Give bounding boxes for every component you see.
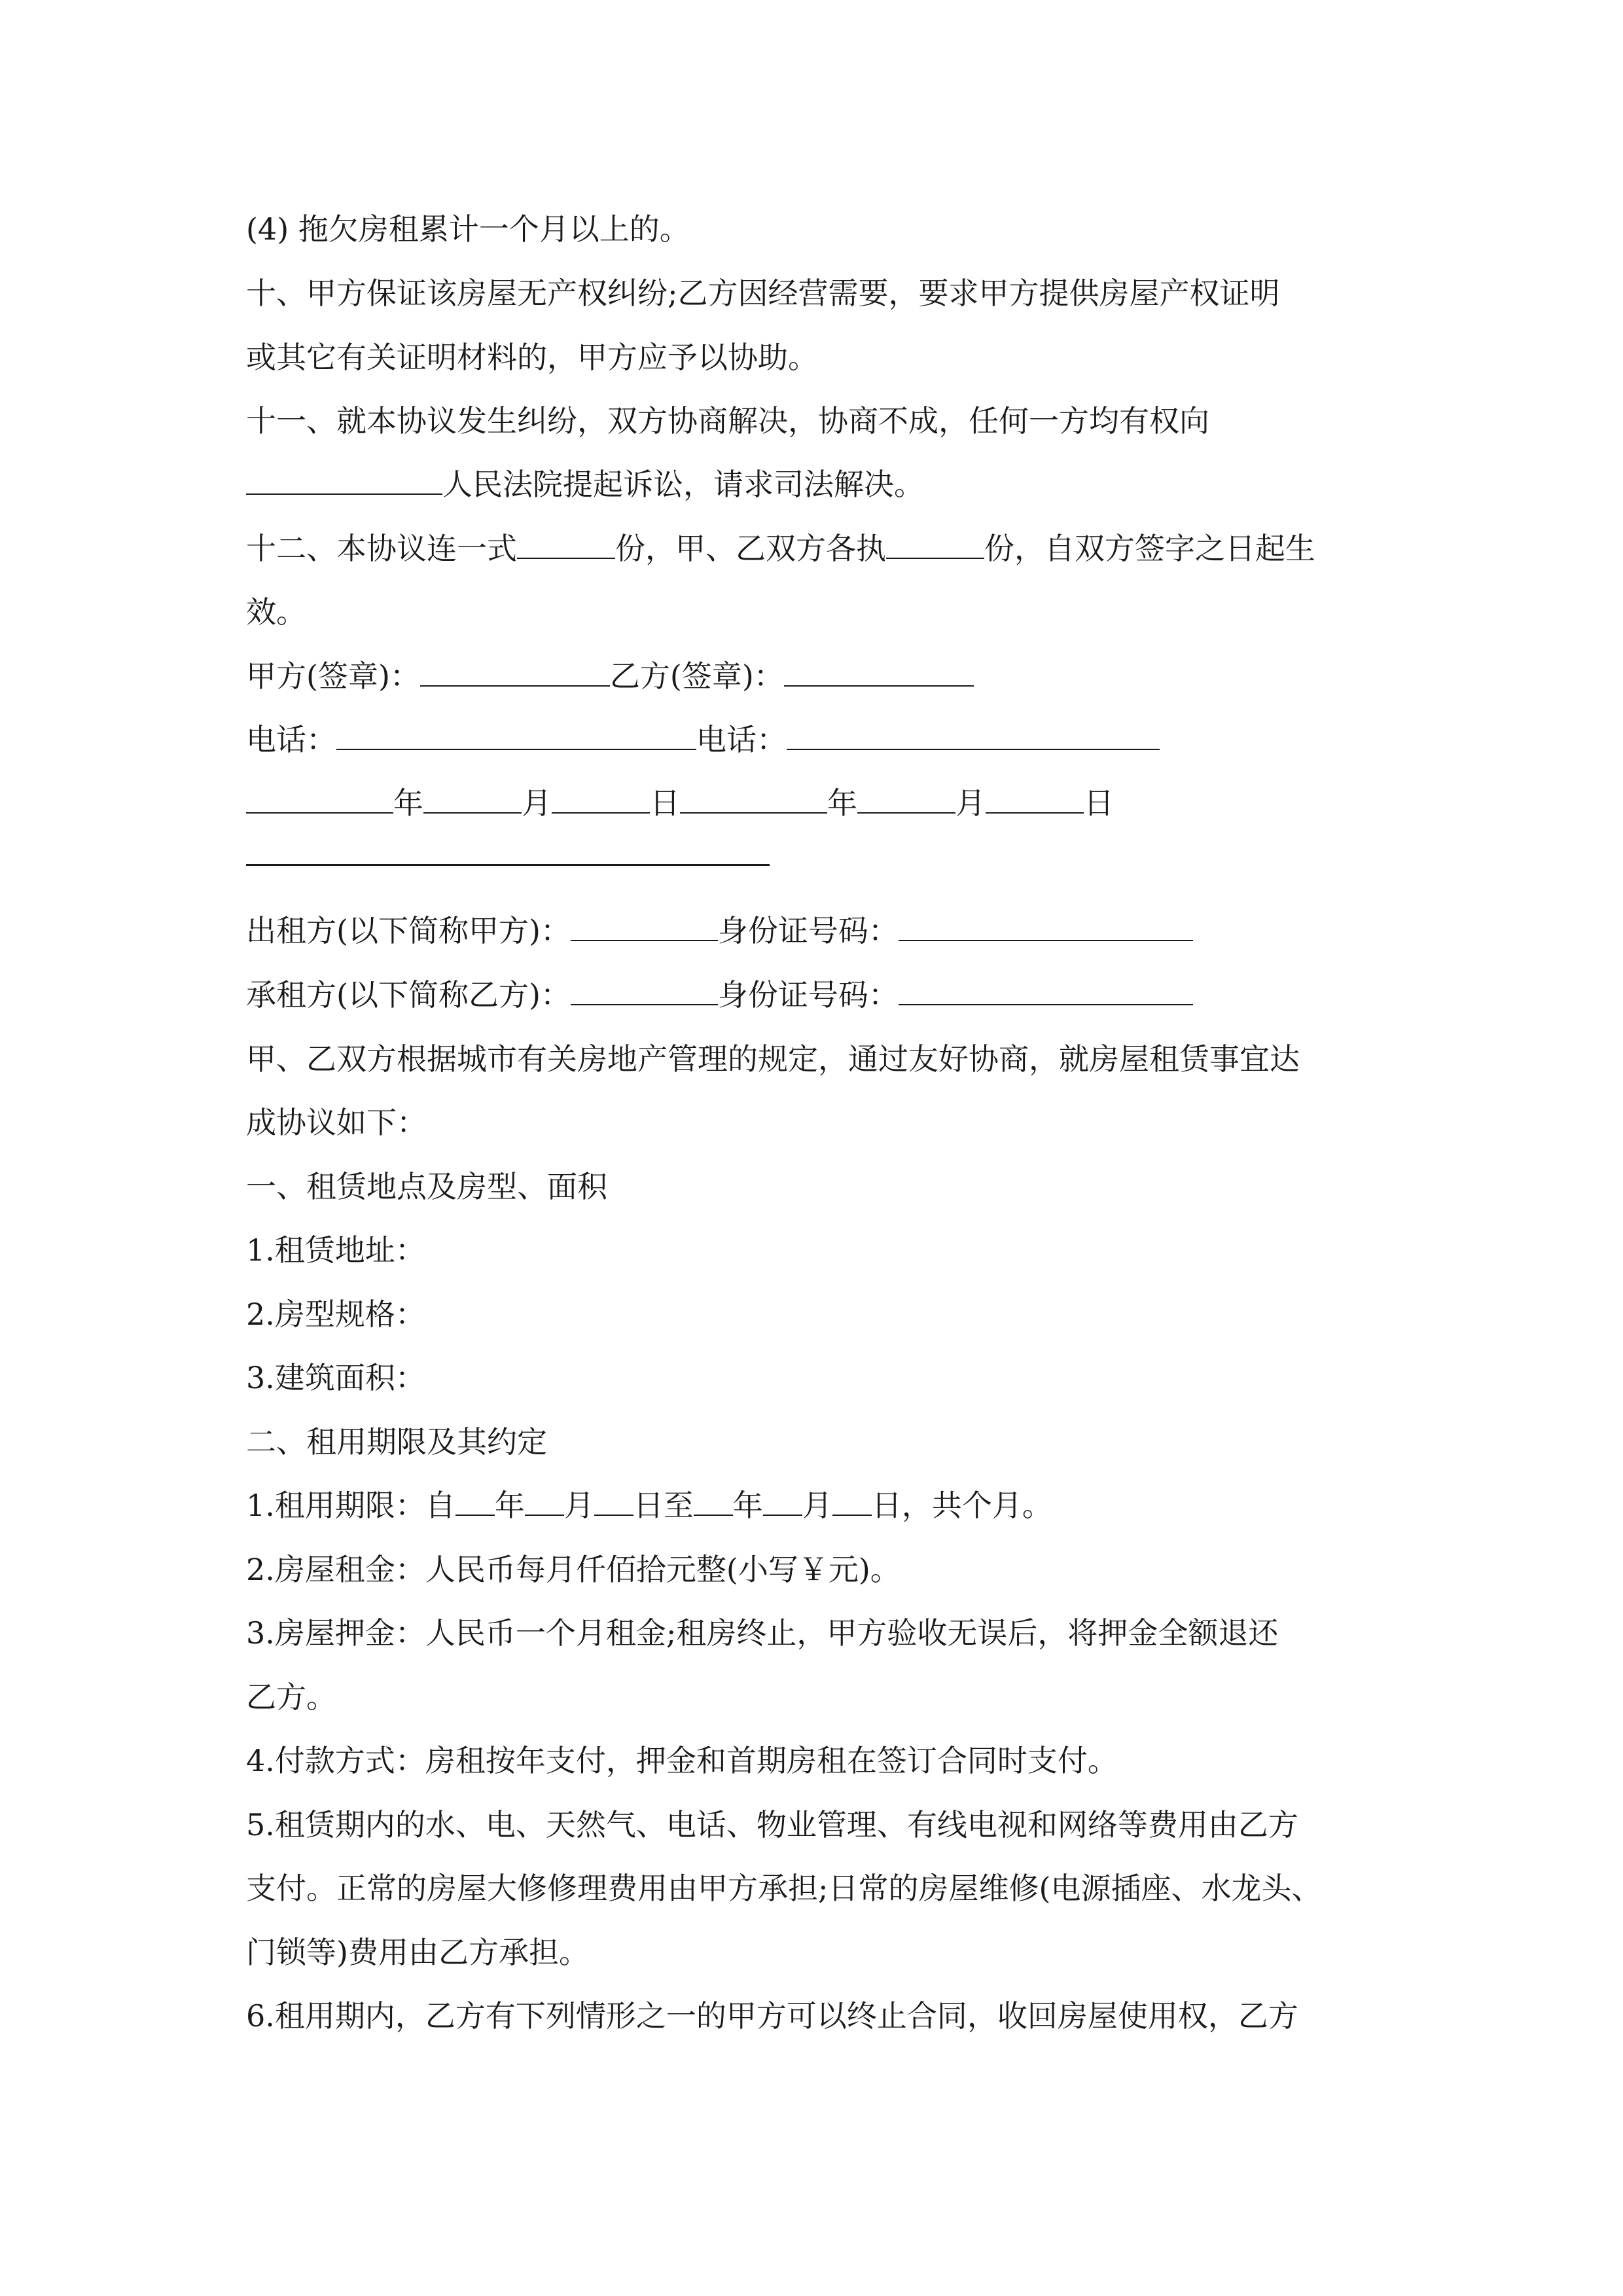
separator-rule bbox=[246, 864, 770, 866]
lessor-id-blank bbox=[899, 911, 1193, 941]
party-a-signature-blank bbox=[420, 656, 610, 687]
section-2-item-5-line-2: 支付。正常的房屋大修修理费用由甲方承担;日常的房屋维修(电源插座、水龙头、 bbox=[246, 1871, 1322, 1906]
section-1-heading: 一、租赁地点及房型、面积 bbox=[246, 1169, 607, 1204]
section-2-item-1: 1.租用期限：自 年 月 日至 年 月 日，共个月。 bbox=[246, 1486, 1052, 1525]
party-b-phone-blank bbox=[787, 720, 1160, 750]
clause-12-line-1: 十二、本协议连一式 份，甲、乙双方各执 份，自双方签字之日起生 bbox=[246, 529, 1315, 568]
start-month-blank bbox=[525, 1486, 564, 1516]
signature-line: 甲方(签章)： 乙方(签章)： bbox=[246, 656, 974, 696]
date-a-day-blank bbox=[552, 783, 650, 814]
section-2-item-3-line-2: 乙方。 bbox=[246, 1679, 336, 1715]
date-b-month-blank bbox=[857, 783, 955, 814]
section-1-item-1: 1.租赁地址： bbox=[246, 1232, 425, 1268]
end-year-blank bbox=[694, 1486, 733, 1516]
clause-11-line-2: 人民法院提起诉讼，请求司法解决。 bbox=[246, 465, 924, 504]
date-line: 年 月 日 年 月 日 bbox=[246, 783, 1114, 823]
section-2-item-2: 2.房屋租金：人民币每月仟佰拾元整(小写￥元)。 bbox=[246, 1552, 901, 1587]
court-name-blank bbox=[246, 465, 442, 495]
date-b-day-blank bbox=[986, 783, 1084, 814]
copies-total-blank bbox=[517, 529, 615, 559]
section-2-item-6: 6.租用期内，乙方有下列情形之一的甲方可以终止合同，收回房屋使用权，乙方 bbox=[246, 1998, 1298, 2034]
start-year-blank bbox=[455, 1486, 495, 1516]
intro-line-1: 甲、乙双方根据城市有关房地产管理的规定，通过友好协商，就房屋租赁事宜达 bbox=[246, 1041, 1300, 1077]
clause-9-item-4: (4) 拖欠房租累计一个月以上的。 bbox=[246, 211, 690, 247]
date-b-year-blank bbox=[680, 783, 827, 814]
section-2-heading: 二、租用期限及其约定 bbox=[246, 1424, 547, 1460]
date-a-year-blank bbox=[246, 783, 393, 814]
intro-line-2: 成协议如下： bbox=[246, 1105, 427, 1140]
clause-12-line-2: 效。 bbox=[246, 594, 306, 630]
clause-11-line-1: 十一、就本协议发生纠纷，双方协商解决，协商不成，任何一方均有权向 bbox=[246, 403, 1209, 439]
lessor-name-blank bbox=[571, 911, 718, 941]
lessee-id-blank bbox=[899, 975, 1193, 1005]
phone-line: 电话： 电话： bbox=[246, 720, 1160, 759]
section-1-item-2: 2.房型规格： bbox=[246, 1297, 425, 1332]
lessee-line: 承租方(以下简称乙方)： 身份证号码： bbox=[246, 975, 1193, 1014]
party-b-signature-blank bbox=[784, 656, 974, 687]
clause-10-line-2: 或其它有关证明材料的，甲方应予以协助。 bbox=[246, 340, 818, 375]
lessor-line: 出租方(以下简称甲方)： 身份证号码： bbox=[246, 911, 1193, 950]
copies-each-blank bbox=[886, 529, 984, 559]
section-2-item-3-line-1: 3.房屋押金：人民币一个月租金;租房终止，甲方验收无误后，将押金全额退还 bbox=[246, 1615, 1279, 1651]
date-a-month-blank bbox=[423, 783, 522, 814]
section-2-item-5-line-3: 门锁等)费用由乙方承担。 bbox=[246, 1935, 589, 1970]
section-1-item-3: 3.建筑面积： bbox=[246, 1360, 425, 1395]
clause-10-line-1: 十、甲方保证该房屋无产权纠纷;乙方因经营需要，要求甲方提供房屋产权证明 bbox=[246, 276, 1280, 311]
end-month-blank bbox=[763, 1486, 802, 1516]
party-a-phone-blank bbox=[336, 720, 696, 750]
section-2-item-5-line-1: 5.租赁期内的水、电、天然气、电话、物业管理、有线电视和网络等费用由乙方 bbox=[246, 1807, 1298, 1842]
start-day-blank bbox=[594, 1486, 633, 1516]
section-2-item-4: 4.付款方式：房租按年支付，押金和首期房租在签订合同时支付。 bbox=[246, 1743, 1118, 1778]
lessee-name-blank bbox=[571, 975, 718, 1005]
end-day-blank bbox=[832, 1486, 872, 1516]
